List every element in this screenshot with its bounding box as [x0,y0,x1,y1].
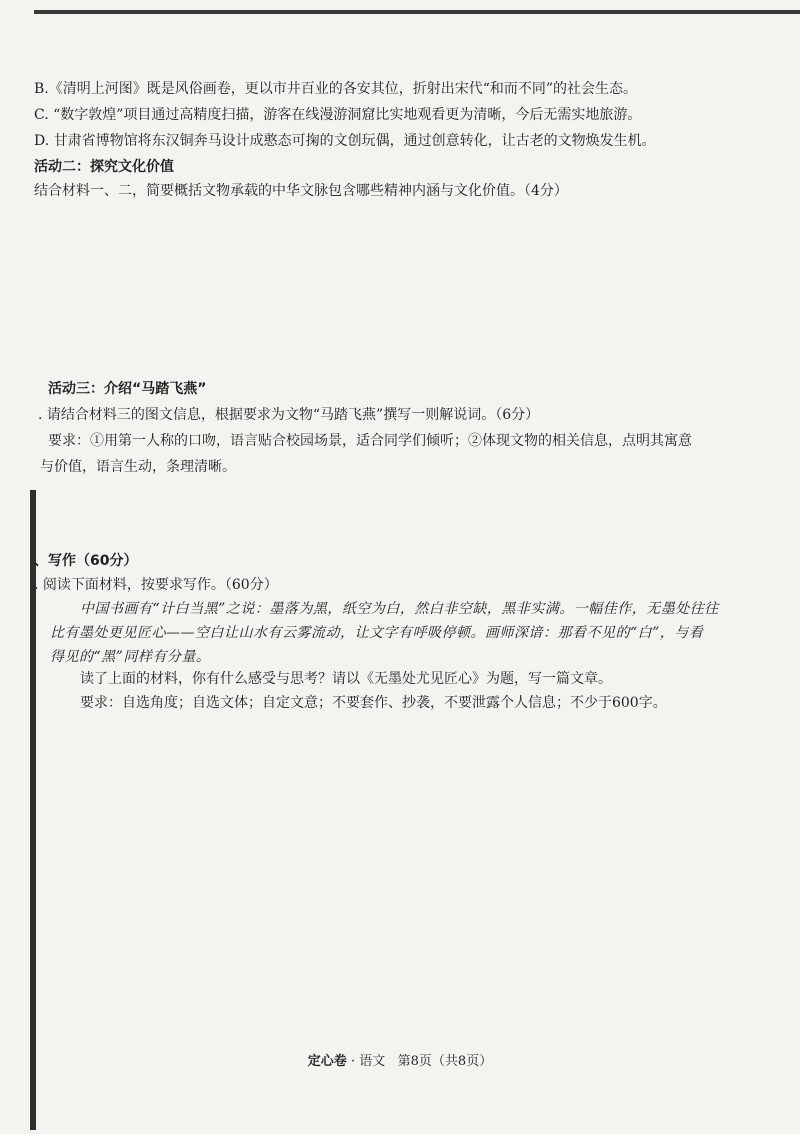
writing-material-line-1: 中国书画有“计白当黑”之说：墨落为黑，纸空为白，然白非空缺，黑非实满。一幅佳作，无墨处往往 [80,601,719,617]
writing-section-title: 、写作（60分） [34,553,138,569]
writing-prompt: 读了上面的材料，你有什么感受与思考？请以《无墨处尤见匠心》为题，写一篇文章。 [80,671,612,687]
activity2-title: 活动二：探究文化价值 [34,159,174,175]
activity3-question: . 请结合材料三的图文信息，根据要求为文物“马踏飞燕”撰写一则解说词。（6分） [38,407,540,423]
footer-exam-title: 定心卷 [307,1054,347,1069]
writing-material-line-3: 得见的“黑”同样有分量。 [50,649,211,665]
writing-material-line-2: 比有墨处更见匠心——空白让山水有云雾流动，让文字有呼吸停顿。画师深谙：那看不见的“白”，与看 [50,625,704,641]
writing-question: . 阅读下面材料，按要求写作。（60分） [34,577,278,593]
activity3-requirement-2: 与价值，语言生动，条理清晰。 [40,459,236,475]
footer-separator: · [350,1054,356,1069]
activity3-title: 活动三：介绍“马踏飞燕” [48,381,207,397]
page-footer [0,1050,800,1069]
writing-requirements: 要求：自选角度；自选文体；自定文意；不要套作、抄袭，不要泄露个人信息；不少于600字。 [80,695,667,711]
footer-subject: 语文 [359,1054,386,1069]
activity3-requirement-1: 要求：①用第一人称的口吻，语言贴合校园场景，适合同学们倾听；②体现文物的相关信息，点明其寓意 [48,433,692,449]
top-border-line [34,10,800,14]
footer-page-number: 第8页（共8页） [397,1054,493,1069]
option-b: B.《清明上河图》既是风俗画卷，更以市井百业的各安其位，折射出宋代“和而不同”的社会生态。 [34,81,638,97]
option-d: D. 甘肃省博物馆将东汉铜奔马设计成憨态可掬的文创玩偶，通过创意转化，让古老的文物焕发生机。 [34,133,656,149]
activity2-question: 结合材料一、二，简要概括文物承载的中华文脉包含哪些精神内涵与文化价值。（4分） [34,183,568,199]
option-c: C. “数字敦煌”项目通过高精度扫描，游客在线漫游洞窟比实地观看更为清晰，今后无需实地旅游。 [34,107,642,123]
